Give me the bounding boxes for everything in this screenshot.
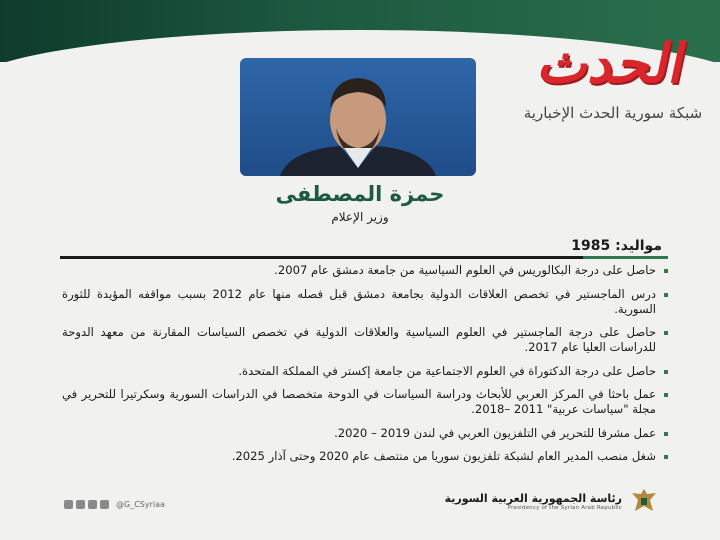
logo-subtitle: شبكة سورية الحدث الإخبارية [523,104,703,122]
section-divider [60,256,668,259]
profile-photo [240,58,476,176]
profile-name: حمزة المصطفى [275,182,445,206]
presidency-seal [445,486,658,516]
bio-item: عمل مشرفا للتحرير في التلفزيون العربي في لندن 2019 – 2020. [62,426,668,441]
bio-item: حاصل على درجة الدكتوراة في العلوم الاجتماعية من جامعة إكستر في المملكة المتحدة. [62,364,668,379]
bio-item: درس الماجستير في تخصص العلاقات الدولية بجامعة دمشق قبل فصله منها عام 2012 بسبب مواقفه المؤيدة للثورة السورية. [62,287,668,317]
bio-item: حاصل على درجة البكالوريس في العلوم السياسية من جامعة دمشق عام 2007. [62,263,668,278]
logo-mark: الحدث [533,31,693,95]
facebook-icon[interactable] [64,500,73,509]
bio-item: حاصل على درجة الماجستير في العلوم السياسية والعلاقات الدولية في تخصص السياسات المقارنة من معهد الدوحة للدراسات العليا عام 2017. [62,325,668,355]
news-logo [518,28,708,140]
eagle-emblem-icon [630,486,658,516]
social-handle[interactable]: @G_CSyriaa [116,500,165,509]
bio-item: شغل منصب المدير العام لشبكة تلفزيون سوريا من منتصف عام 2020 وحتى آذار 2025. [62,449,668,464]
presidency-arabic: رئاسة الجمهورية العربية السورية [444,491,622,505]
telegram-icon[interactable] [100,500,109,509]
instagram-icon[interactable] [88,500,97,509]
bio-item: عمل باحثا في المركز العربي للأبحاث ودراسة السياسات في الدوحة متخصصا في الدراسات السورية وسكرتيرا للتحرير في مجلة "سياسات عربية" 2011 –2018. [62,387,668,417]
x-icon[interactable] [76,500,85,509]
presidency-english: Presidency of the Syrian Arab Republic [507,504,622,511]
social-bar [64,500,165,509]
bio-list [62,263,668,473]
profile-born: مواليد: 1985 [571,238,662,254]
profile-role: وزير الإعلام [331,210,389,224]
